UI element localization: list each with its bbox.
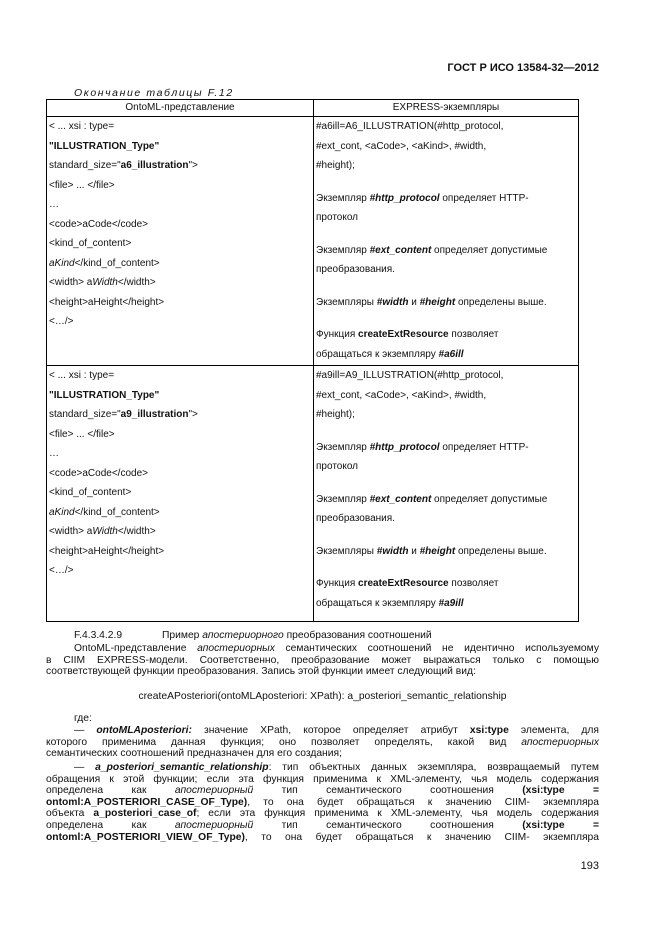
code-line: … bbox=[49, 448, 59, 459]
code-line bbox=[49, 386, 311, 406]
express-line: #ext_cont, <aCode>, <aKind>, #width, bbox=[316, 389, 487, 401]
express-line: Экземпляры #width и #height определены выше. bbox=[316, 545, 547, 557]
code-line: <code>aCode</code> bbox=[49, 467, 148, 479]
table-row bbox=[47, 117, 579, 366]
express-cell bbox=[314, 117, 579, 366]
code-line: <height>aHeight</height> bbox=[49, 545, 165, 557]
column-header-express: EXPRESS-экземпляры bbox=[314, 100, 579, 117]
type-name: "ILLUSTRATION_Type" bbox=[49, 140, 160, 152]
code-line: <kind_of_content> bbox=[49, 487, 132, 498]
express-line: #a9ill=A9_ILLUSTRATION(#http_protocol, bbox=[316, 370, 504, 381]
express-line: #height); bbox=[316, 409, 355, 420]
ontoml-cell bbox=[47, 366, 314, 622]
code-line: <kind_of_content> bbox=[49, 238, 132, 249]
express-line: обращаться к экземпляру #a6ill bbox=[316, 348, 464, 360]
document-header: ГОСТ Р ИСО 13584-32—2012 bbox=[447, 62, 599, 74]
formula: createAPosteriori(ontoMLAposteriori: XPath): a_posteriori_semantic_relationship bbox=[138, 691, 507, 702]
express-line: Экземпляр #http_protocol определяет HTTP- bbox=[316, 192, 529, 204]
code-line: <file> ... </file> bbox=[49, 179, 115, 191]
express-line: Экземпляр #ext_content определяет допустимые bbox=[316, 244, 548, 256]
code-line: aKind</kind_of_content> bbox=[49, 506, 160, 518]
column-header-ontoml: OntoML-представление bbox=[47, 100, 314, 117]
express-line: Экземпляр #ext_content определяет допустимые bbox=[316, 493, 548, 505]
express-line: Функция createExtResource позволяет bbox=[316, 578, 499, 589]
code-line: <width> aWidth</width> bbox=[49, 277, 156, 288]
where-label: где: bbox=[74, 713, 92, 724]
express-line: #ext_cont, <aCode>, <aKind>, #width, bbox=[316, 140, 487, 152]
code-line: <code>aCode</code> bbox=[49, 218, 148, 230]
code-line: <width> aWidth</width> bbox=[49, 526, 156, 537]
code-line: <…/> bbox=[49, 316, 74, 327]
code-line: <file> ... </file> bbox=[49, 428, 115, 440]
express-line: Экземпляры #width и #height определены выше. bbox=[316, 296, 547, 308]
express-line: Экземпляр #http_protocol определяет HTTP- bbox=[316, 441, 529, 453]
code-line: <height>aHeight</height> bbox=[49, 296, 165, 308]
table-row bbox=[47, 366, 579, 622]
code-line: standard_size="a6_illustration"> bbox=[49, 160, 198, 171]
code-line: < ... xsi : type= bbox=[49, 370, 115, 381]
type-name: "ILLUSTRATION_Type" bbox=[49, 389, 160, 401]
express-line: обращаться к экземпляру #a9ill bbox=[316, 597, 464, 609]
table-header-row bbox=[47, 100, 579, 117]
ontoml-cell bbox=[47, 117, 314, 366]
table-f12 bbox=[46, 99, 579, 622]
page-number: 193 bbox=[580, 860, 599, 872]
express-line: #height); bbox=[316, 160, 355, 171]
express-line: преобразования. bbox=[316, 513, 395, 524]
code-line: standard_size="a9_illustration"> bbox=[49, 409, 198, 420]
code-line bbox=[49, 137, 311, 157]
express-line: Функция createExtResource позволяет bbox=[316, 329, 499, 340]
code-line: <…/> bbox=[49, 565, 74, 576]
express-cell bbox=[314, 366, 579, 622]
code-line: < ... xsi : type= bbox=[49, 121, 115, 132]
express-line: преобразования. bbox=[316, 264, 395, 275]
paragraph: OntoML-представление апостериорных семантических соотношений не идентично используемому в CIIM EXPRESS-модели. Соответственно, преобразование может выражаться только с помощью соответствующей функции преобразования. Запись этой функции имеет следующий вид: bbox=[46, 643, 599, 678]
definition-item: — ontoMLAposteriori: значение XPath, которое определяет атрибут xsi:type элемента, для которого применима данная функция; оно позволяет определять, какой вид апостериорных семантических соотношений предназначен для его создания; bbox=[46, 725, 599, 760]
section-number: F.4.3.4.2.9 bbox=[74, 630, 123, 641]
section-heading: F.4.3.4.2.9 Пример апостериорного преобразования соотношений bbox=[74, 630, 432, 641]
table-caption: Окончание таблицы F.12 bbox=[74, 87, 234, 99]
express-line: протокол bbox=[316, 461, 359, 472]
code-line: aKind</kind_of_content> bbox=[49, 257, 160, 269]
express-line: #a6ill=A6_ILLUSTRATION(#http_protocol, bbox=[316, 121, 504, 132]
express-line: протокол bbox=[316, 212, 359, 223]
definition-item: — a_posteriori_semantic_relationship: тип объектных данных экземпляра, возвращаемый путем обращения к этой функции; если эта функция применима к XML-элементу, чья модель содержания определена как апостериорный тип семантического соотношения (xsi:type = ontoml:A_POSTERIORI_CASE_OF_Type), то она будет обращаться к значению CIIM- экземпляра объекта a_posteriori_case_of; если эта функция применима к XML-элементу, чья модель содержания определена как апостериорный тип семантического соотношения (xsi:type = ontoml:A_POSTERIORI_VIEW_OF_Type), то она будет обращаться к значению CIIM- экземпляра bbox=[46, 762, 600, 843]
code-line: … bbox=[49, 199, 59, 210]
